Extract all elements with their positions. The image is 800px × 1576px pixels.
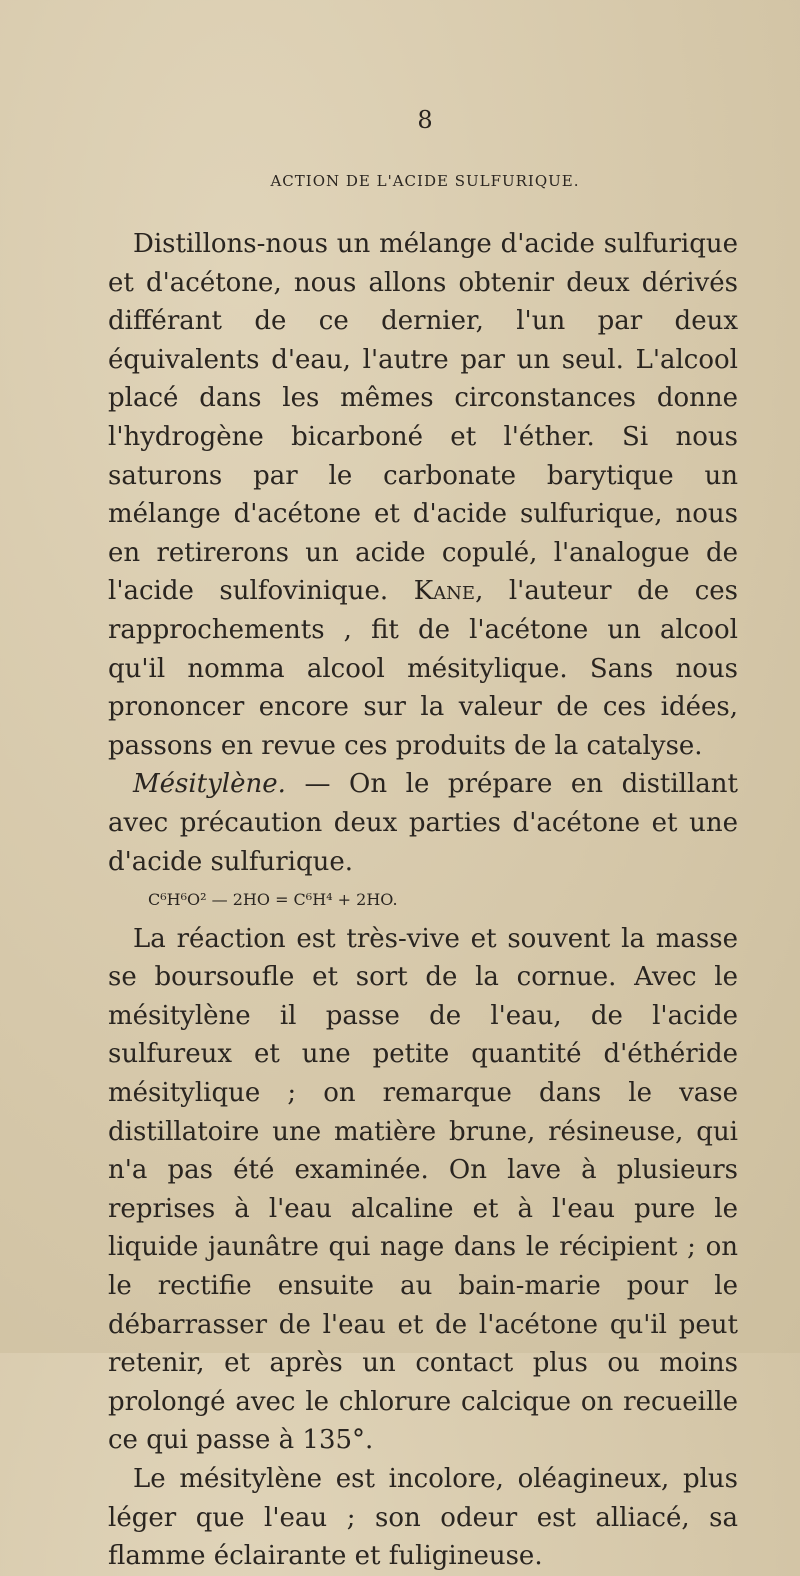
page-number: 8: [417, 106, 433, 134]
running-header: ACTION DE L'ACIDE SULFURIQUE.: [270, 172, 580, 190]
paragraph-4: Le mésitylène est incolore, oléagineux, plus léger que l'eau ; son odeur est alliacé, sa flamme éclairante et fuligineuse.: [108, 1464, 738, 1572]
section-title: Mésitylène.: [133, 769, 286, 800]
chemical-formula: C⁶H⁶O² — 2HO = C⁶H⁴ + 2HO.: [148, 890, 398, 910]
body-text: [108, 225, 738, 1576]
paragraph-2: Mésitylène. — On le prépare en distillant avec précaution deux parties d'acétone et une d'acide sulfurique.: [108, 769, 738, 877]
paragraph-3: La réaction est très-vive et souvent la masse se boursoufle et sort de la cornue. Avec le mésitylène il passe de l'eau, de l'acide sulfureux et une petite quantité d'éthéride mésitylique ; on remarque dans le vase distillatoire une matière brune, résineuse, qui n'a pas été examinée. On lave à plusieurs reprises à l'eau alcaline et à l'eau pure le liquide jaunâtre qui nage dans le récipient ; on le rectifie ensuite au bain-marie pour le débarrasser de l'eau et de l'acétone qu'il peut retenir, et après un contact plus ou moins prolongé avec le chlorure calcique on recueille ce qui passe à 135°.: [108, 923, 738, 1456]
paragraph-1: Distillons-nous un mélange d'acide sulfurique et d'acétone, nous allons obtenir deux dérivés différant de ce dernier, l'un par deux équivalents d'eau, l'autre par un seul. L'alcool placé dans les mêmes circonstances donne l'hydrogène bicarboné et l'éther. Si nous saturons par le carbonate barytique un mélange d'acétone et d'acide sulfurique, nous en retirerons un acide copulé, l'analogue de l'acide sulfovinique. Kane, l'auteur de ces rapprochements , fit de l'acétone un alcool qu'il nomma alcool mésitylique. Sans nous prononcer encore sur la valeur de ces idées, passons en revue ces produits de la catalyse.: [108, 229, 738, 761]
author-name: Kane: [413, 576, 476, 607]
